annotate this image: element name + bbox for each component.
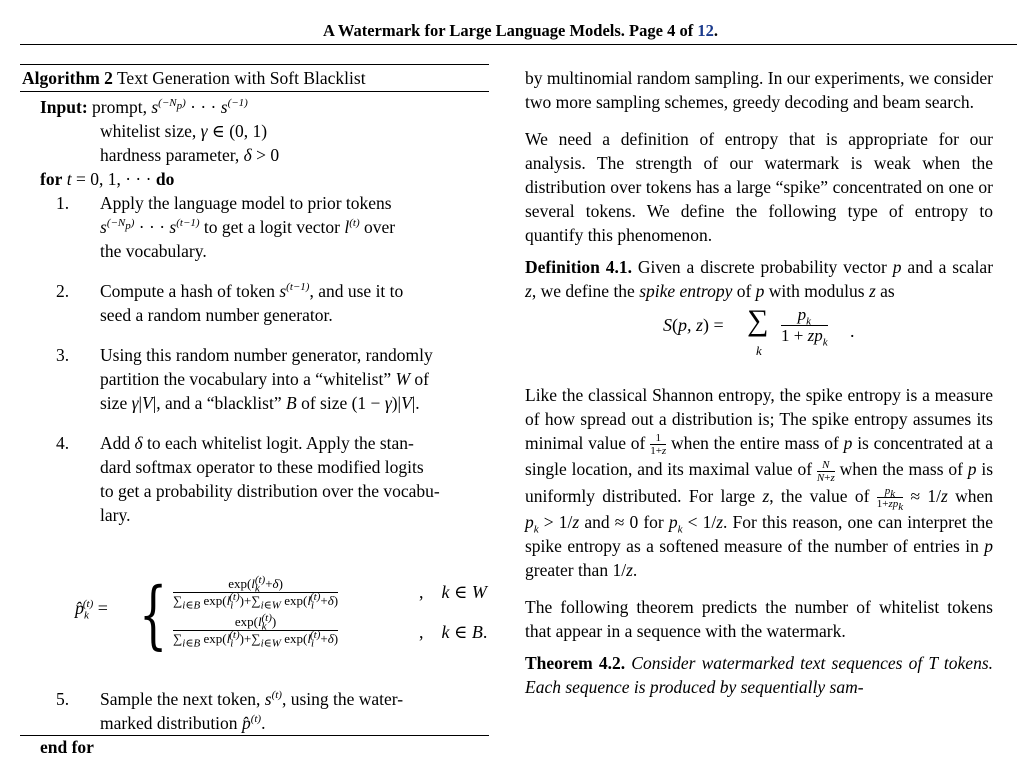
- do-keyword: do: [155, 169, 175, 189]
- para3-e: is uniformly distributed. For large: [525, 459, 994, 506]
- step-4-line3: to get a probability distribution over the vocabu-: [100, 481, 440, 501]
- step-1-text: [100, 191, 492, 263]
- step-3-line3-a: size: [100, 393, 128, 413]
- theorem-label: Theorem 4.2.: [525, 653, 626, 674]
- math-gamma-V: γ|V|: [131, 393, 157, 413]
- math-delta: δ > 0: [243, 145, 280, 165]
- fraction-whitelist: $\frac{\exp(l_k^{(t)}+\delta)}{\sum_{i\in B} \exp(l_i^{(t)})+\sum_{i\in W} \exp(l_i^{(t)}+\delta)}$: [173, 573, 339, 612]
- paragraph-spike-entropy: Like the classical Shannon entropy, the spike entropy is a measure of how spread out a distribution is; The spike entropy assumes its minimal value of $\frac{1}{1+z}$ when the entire mass of p is concentrated at a single location, and its maximal value of $\frac{N}{N+z}$ when the mass of p is uniformly distributed. For large z, the value of $p_k$ $1+zp_k$ ≈ 1/z when $p_k > 1/z$ and ≈ 0 for $p_k < 1/z$. For this reason, one can interpret the spike entropy as a softened measure of the number of entries in p greater than 1/z.: [525, 385, 994, 581]
- math-frac-max: $\frac{N}{N+z}$: [816, 458, 835, 484]
- math-B: B: [285, 393, 297, 413]
- total-pages-link[interactable]: 12: [697, 21, 714, 40]
- right-column: [525, 66, 993, 699]
- step-3-line3: [100, 391, 492, 415]
- header-suffix: .: [713, 21, 718, 40]
- step-3-line2-a: partition the vocabulary into a “whitelist”: [100, 369, 392, 389]
- definition-text-c: , we define the: [531, 281, 635, 301]
- paragraph-sampling: by multinomial random sampling. In our experiments, we consider two more sampling schemes, greedy decoding and beam search.: [525, 68, 993, 112]
- step-5-number: 5.: [56, 689, 70, 709]
- running-header: [20, 20, 1017, 42]
- input-line-prompt: [40, 96, 248, 118]
- definition-text-e: with modulus: [768, 281, 865, 301]
- input-label: Input:: [40, 97, 88, 117]
- input-whitelist-text: whitelist size,: [100, 121, 197, 141]
- math-gamma: γ ∈ (0, 1): [200, 121, 268, 141]
- paragraph-theorem-intro: The following theorem predicts the number of whitelist tokens that appear in a sequence with the watermark.: [525, 597, 993, 642]
- definition-text-d: of: [736, 281, 752, 301]
- algorithm-box: [20, 64, 489, 757]
- step-1-number: 1.: [56, 193, 70, 213]
- input-line-hardness: [100, 144, 279, 166]
- para3-k: greater than: [525, 560, 609, 581]
- for-keyword: for: [40, 169, 63, 189]
- algorithm-title: Text Generation with Soft Blacklist: [116, 68, 366, 88]
- step-3-line2: [100, 367, 492, 391]
- math-p-hat-t: p̂$^{(t)}$: [241, 713, 262, 733]
- step-5-line1-b: , using the water-: [281, 689, 404, 709]
- end-for-keyword: end for: [40, 737, 94, 757]
- input-hardness-text: hardness parameter,: [100, 145, 240, 165]
- step-5-line1-a: Sample the next token,: [100, 689, 261, 709]
- step-5-line1: [100, 687, 492, 711]
- algorithm-caption: [20, 65, 489, 91]
- step-5-line2: marked distribution p̂$^{(t)}$.: [100, 713, 266, 733]
- para3-a: Like the classical Shannon entropy, the spike entropy is a measure of how spread out a distribution is; The spike entropy assumes its minimal value of: [525, 385, 993, 453]
- math-prompt-tokens: $s^{(-N_p)}$ · · · $s^{(-1)}$: [151, 97, 248, 117]
- algorithm-label: Algorithm 2: [22, 68, 113, 88]
- math-one-minus-gamma-V: (1 − γ)|V|.: [351, 393, 420, 413]
- step-4-text: [100, 431, 492, 527]
- paragraph-entropy-intro: We need a definition of entropy that is appropriate for our analysis. The strength of our watermark is weak when the distribution over tokens has a large “spike” concentrated on one or several tokens. We define the following type of entropy to quantify this phenomenon.: [525, 129, 993, 245]
- step-3-line1: Using this random number generator, randomly: [100, 345, 433, 365]
- step-5-text: [100, 687, 492, 735]
- math-context-tokens: $s^{(-N_p)}$ · · · $s^{(t-1)}$: [100, 217, 200, 237]
- step-1-line1: Apply the language model to prior tokens: [100, 193, 392, 213]
- fraction-blacklist: $\frac{\exp(l_k^{(t)})}{\sum_{i\in B} \exp(l_i^{(t)})+\sum_{i\in W} \exp(l_i^{(t)}+\delta)}$: [173, 611, 339, 650]
- step-2-line1-b: , and use it to: [309, 281, 404, 301]
- step-3-text: [100, 343, 492, 415]
- para3-g: when: [955, 485, 993, 506]
- step-4-line1-b: to each whitelist logit. Apply the stan-: [147, 433, 414, 453]
- condition-whitelist: , k ∈ W: [419, 582, 487, 602]
- para3-d: when the mass of: [839, 459, 963, 480]
- step-2-line1: [100, 279, 492, 303]
- definition-term: spike entropy: [639, 281, 733, 301]
- math-next-token: $s^{(t)}$: [264, 689, 282, 709]
- theorem-text: Consider watermarked text sequences of T tokens. Each sequence is produced by sequentially sam-: [525, 653, 994, 698]
- para3-c: is concentrated at a single location, and its maximal value of: [525, 433, 994, 480]
- softmax-equation: [75, 570, 495, 660]
- math-t-range: t = 0, 1, · · ·: [66, 169, 152, 189]
- para3-f: , the value of: [769, 485, 870, 506]
- math-p-hat-k: $p̂_k^{(t)}$ =: [75, 598, 108, 622]
- definition-label: Definition 4.1.: [525, 257, 632, 277]
- step-3-line3-c: of size: [301, 393, 348, 413]
- math-frac-pk: $p_k$ $1+zp_k$: [876, 485, 904, 514]
- para3-h: and: [584, 512, 610, 533]
- step-1-line3: the vocabulary.: [100, 241, 207, 261]
- input-line-whitelist: [100, 120, 267, 142]
- math-prev-token: $s^{(t-1)}$: [279, 281, 310, 301]
- para3-b: when the entire mass of: [670, 433, 839, 453]
- step-4-line1-a: Add: [100, 433, 131, 453]
- header-rule: [20, 44, 1017, 45]
- step-4-line2: dard softmax operator to these modified logits: [100, 457, 424, 477]
- definition-text-f: as: [880, 281, 895, 301]
- for-loop-line: [40, 168, 174, 190]
- algorithm-caption-rule: [20, 91, 489, 92]
- math-logit-vector: $l^{(t)}$: [344, 217, 360, 237]
- step-1-line2-end: over: [364, 217, 396, 237]
- step-1-line2-mid: to get a logit vector: [203, 217, 340, 237]
- equation-brace: {: [139, 572, 168, 658]
- definition-text-a: Given a discrete probability vector: [637, 257, 887, 277]
- step-3-number: 3.: [56, 345, 70, 365]
- step-3-line3-b: , and a “blacklist”: [156, 393, 282, 413]
- para3-i: for: [643, 512, 664, 533]
- math-frac-min: $\frac{1}{1+z}$: [650, 432, 667, 458]
- step-1-line2: [100, 215, 492, 239]
- definition-4-1: Definition 4.1. Given a discrete probability vector p and a scalar z, we define the spike entropy of p with modulus z as: [525, 257, 994, 301]
- math-W: W: [395, 369, 411, 389]
- input-prompt-text: prompt,: [92, 97, 147, 117]
- header-title: A Watermark for Large Language Models. Page 4 of: [323, 21, 698, 40]
- math-delta-2: δ: [134, 433, 143, 453]
- step-4-line4: lary.: [100, 505, 131, 525]
- para3-j: . For this reason, one can interpret the spike entropy as a softened measure of the number of entries in: [525, 512, 994, 557]
- step-2-number: 2.: [56, 281, 70, 301]
- definition-text-b: and a scalar: [907, 257, 994, 277]
- step-5-line2-text: marked distribution: [100, 713, 238, 733]
- step-3-line2-b: of: [414, 369, 429, 389]
- condition-blacklist: , k ∈ B.: [419, 622, 488, 642]
- step-4-number: 4.: [56, 433, 70, 453]
- step-2-line2: seed a random number generator.: [100, 305, 333, 325]
- step-2-line1-a: Compute a hash of token: [100, 281, 275, 301]
- theorem-4-2: [525, 651, 993, 699]
- step-2-text: [100, 279, 492, 327]
- spike-entropy-equation: S(p, z) = ∑ k $p_k$ $1 + zp_k$ .: [663, 304, 855, 358]
- algorithm-bottom-rule: [20, 735, 489, 736]
- step-4-line1: [100, 431, 492, 455]
